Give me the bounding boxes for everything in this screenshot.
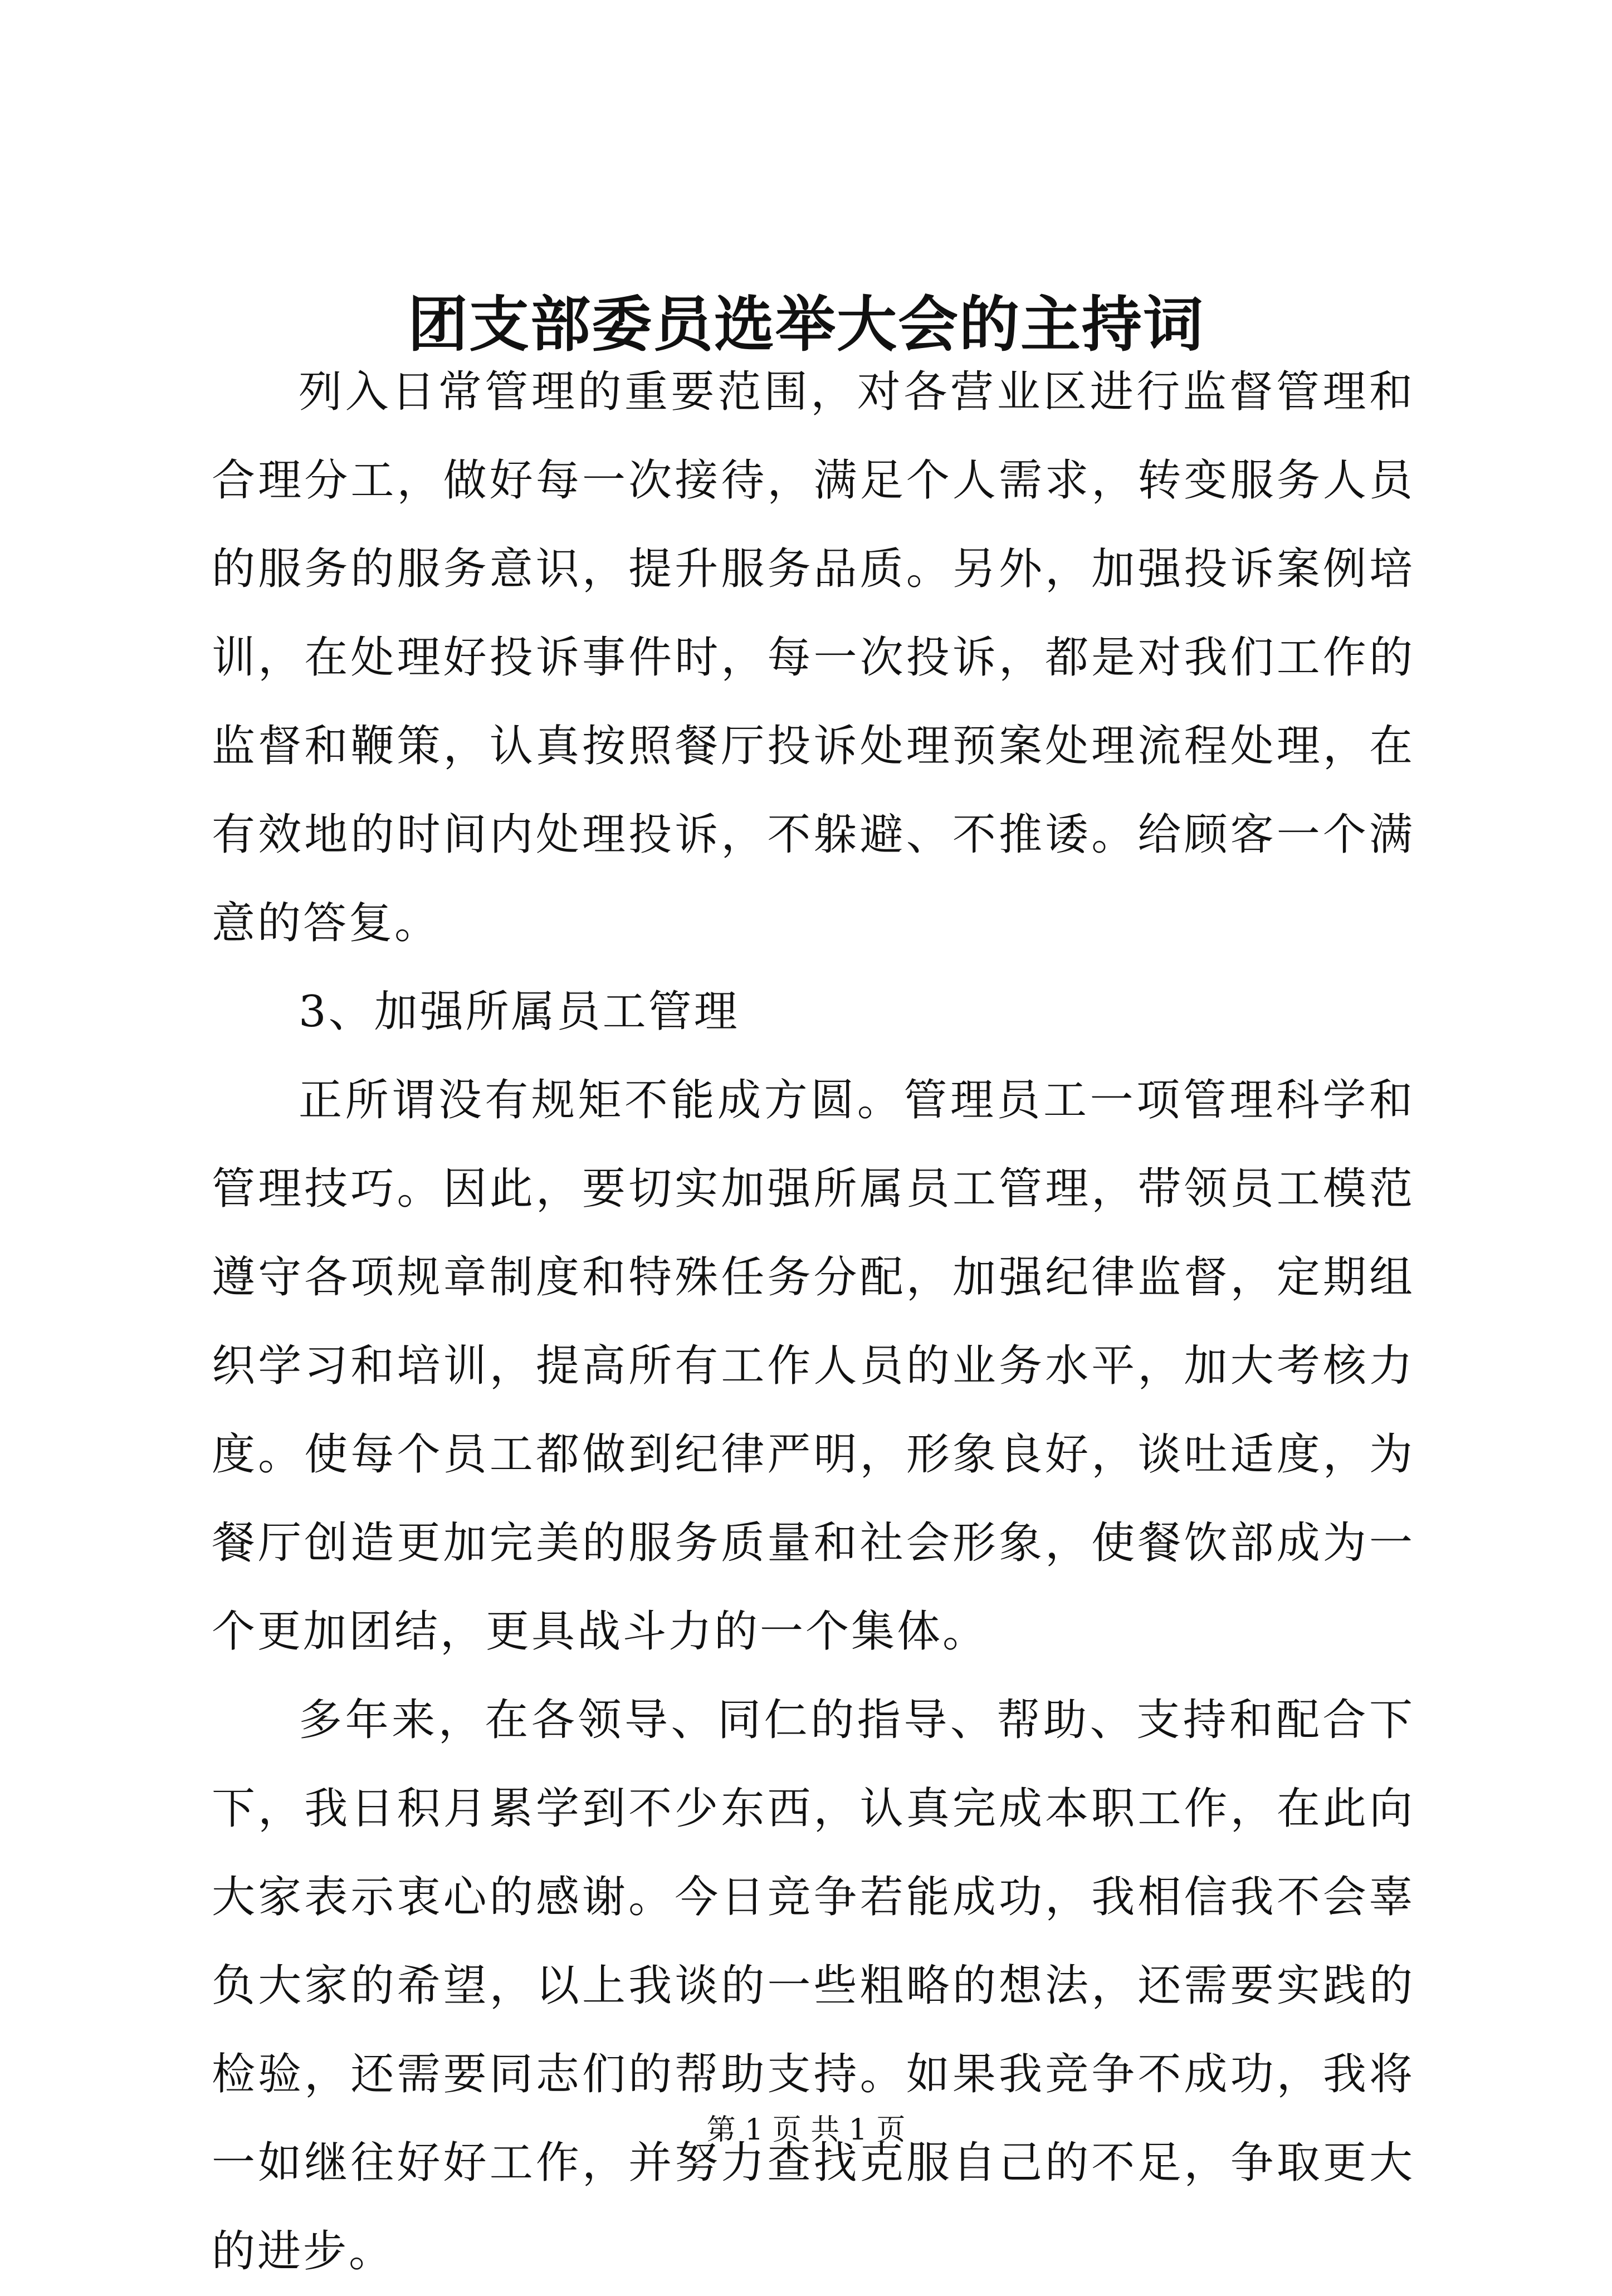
page-footer: 第 1 页 共 1 页 <box>706 2113 906 2147</box>
section-heading: 3、加强所属员工管理 <box>299 987 740 1037</box>
document-body <box>212 348 1415 2296</box>
paragraph: 正所谓没有规矩不能成方圆。管理员工一项管理科学和管理技巧。因此，要切实加强所属员工管理，带领员工模范遵守各项规章制度和特殊任务分配，加强纪律监督，定期组织学习和培训，提高所有工作人员的业务水平，加大考核力度。使每个员工都做到纪律严明，形象良好，谈吐适度，为餐厅创造更加完美的服务质量和社会形象，使餐饮部成为一个更加团结，更具战斗力的一个集体。 <box>212 1075 1415 1657</box>
paragraph: 列入日常管理的重要范围，对各营业区进行监督管理和合理分工，做好每一次接待，满足个人需求，转变服务人员的服务的服务意识，提升服务品质。另外，加强投诉案例培训，在处理好投诉事件时，每一次投诉，都是对我们工作的监督和鞭策，认真按照餐厅投诉处理预案处理流程处理，在有效地的时间内处理投诉，不躲避、不推诿。给顾客一个满意的答复。 <box>212 367 1415 948</box>
document-title: 团支部委员选举大会的主持词 <box>407 290 1204 360</box>
paragraph: 多年来，在各领导、同仁的指导、帮助、支持和配合下下，我日积月累学到不少东西，认真完成本职工作，在此向大家表示衷心的感谢。今日竞争若能成功，我相信我不会辜负大家的希望，以上我谈的一些粗略的想法，还需要实践的检验，还需要同志们的帮助支持。如果我竞争不成功，我将一如继往好好工作，并努力查找克服自己的不足，争取更大的进步。 <box>212 1695 1415 2277</box>
